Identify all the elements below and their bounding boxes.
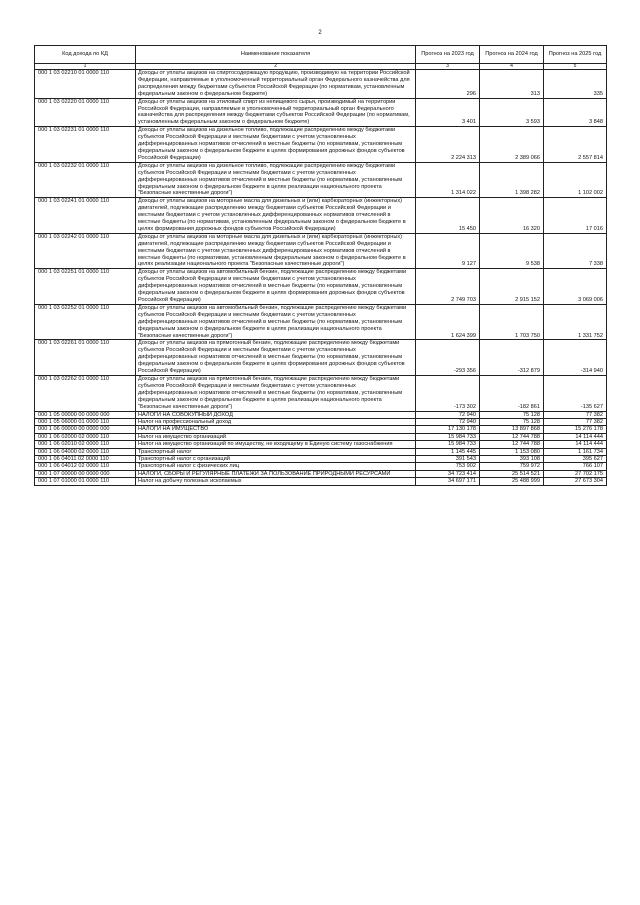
row-value-2023: 15 450 (416, 198, 480, 234)
table-row (35, 426, 607, 433)
row-name: Налог на профессиональный доход (136, 418, 416, 425)
row-value-2025: 3 848 (544, 98, 607, 127)
row-code: 000 1 03 02232 01 0000 110 (35, 162, 136, 198)
row-code: 000 1 05 00000 00 0000 000 (35, 411, 136, 418)
row-value-2024: 393 108 (480, 455, 544, 462)
row-value-2024: 1 703 750 (480, 304, 544, 340)
row-name: Доходы от уплаты акцизов на дизельное топливо, подлежащие распределению между бюджетами субъектов Российской Федерации и местными бюджетами с учетом установленных дифференцированных нормативов отчислений в местные бюджеты (по нормативам, установленным федеральным законом о федеральном бюджете в целях формирования дорожных фондов субъектов Российской Федерации) (136, 127, 416, 163)
table-row (35, 70, 607, 99)
table-row (35, 269, 607, 305)
header-2023: Прогноз на 2023 год (416, 46, 480, 64)
table-row (35, 162, 607, 198)
table-row (35, 470, 607, 477)
row-value-2025: 1 161 734 (544, 448, 607, 455)
row-value-2024: 1 153 080 (480, 448, 544, 455)
row-value-2024: 25 514 521 (480, 470, 544, 477)
row-value-2024: 759 972 (480, 463, 544, 470)
table-row (35, 433, 607, 440)
row-name: Транспортный налог с физических лиц (136, 463, 416, 470)
row-value-2025: -135 627 (544, 375, 607, 411)
row-value-2024: 313 (480, 70, 544, 99)
table-row (35, 233, 607, 269)
row-name: Налог на имущество организаций (136, 433, 416, 440)
row-value-2023: 34 697 171 (416, 478, 480, 485)
row-value-2025: 15 276 178 (544, 426, 607, 433)
page-number: 2 (318, 30, 322, 36)
table-row (35, 448, 607, 455)
row-code: 000 1 03 02261 01 0000 110 (35, 340, 136, 376)
row-name: НАЛОГИ, СБОРЫ И РЕГУЛЯРНЫЕ ПЛАТЕЖИ ЗА ПОЛЬЗОВАНИЕ ПРИРОДНЫМИ РЕСУРСАМИ (136, 470, 416, 477)
row-value-2025: 1 102 002 (544, 162, 607, 198)
table-row (35, 455, 607, 462)
row-value-2024: 25 488 999 (480, 478, 544, 485)
row-code: 000 1 05 06000 01 0000 110 (35, 418, 136, 425)
row-value-2024: 9 538 (480, 233, 544, 269)
row-value-2025: 14 114 444 (544, 433, 607, 440)
row-value-2023: 2 224 313 (416, 127, 480, 163)
row-code: 000 1 07 00000 00 0000 000 (35, 470, 136, 477)
row-value-2023: 1 145 445 (416, 448, 480, 455)
row-value-2024: 75 128 (480, 418, 544, 425)
row-code: 000 1 03 02252 01 0000 110 (35, 304, 136, 340)
row-value-2023: 17 130 178 (416, 426, 480, 433)
table-row (35, 441, 607, 448)
table-row (35, 304, 607, 340)
row-name: Доходы от уплаты акцизов на дизельное топливо, подлежащие распределению между бюджетами субъектов Российской Федерации и местными бюджетами с учетом установленных дифференцированных нормативов отчислений в местные бюджеты (по нормативам, установленным федеральным законом о федеральном бюджете в целях реализации национального проекта "Безопасные качественные дороги") (136, 162, 416, 198)
table-row (35, 340, 607, 376)
row-code: 000 1 03 02251 01 0000 110 (35, 269, 136, 305)
column-index: 3 (416, 64, 480, 70)
row-value-2025: 395 627 (544, 455, 607, 462)
header-2024: Прогноз на 2024 год (480, 46, 544, 64)
table-body (35, 70, 607, 486)
row-value-2023: 391 543 (416, 455, 480, 462)
table-row (35, 198, 607, 234)
row-value-2024: 16 320 (480, 198, 544, 234)
revenue-forecast-table (34, 45, 607, 486)
row-code: 000 1 03 02231 01 0000 110 (35, 127, 136, 163)
row-value-2025: 3 069 006 (544, 269, 607, 305)
row-value-2023: 34 723 414 (416, 470, 480, 477)
row-code: 000 1 03 02220 01 0000 110 (35, 98, 136, 127)
table-row (35, 411, 607, 418)
row-value-2025: -314 940 (544, 340, 607, 376)
table-row (35, 463, 607, 470)
row-value-2023: 72 940 (416, 418, 480, 425)
row-name: Доходы от уплаты акцизов на спиртосодержащую продукцию, производимую на территории Российской Федерации, направляемые в уполномоченный территориальный орган Федерального казначейства для распределения между бюджетами субъектов Российской Федерации (по нормативам, установленным федеральным законом о федеральном бюджете) (136, 70, 416, 99)
column-index: 4 (480, 64, 544, 70)
row-value-2023: -173 302 (416, 375, 480, 411)
header-name: Наименование показателя (136, 46, 416, 64)
row-value-2025: 2 557 814 (544, 127, 607, 163)
row-code: 000 1 06 02000 02 0000 110 (35, 433, 136, 440)
row-value-2024: -182 861 (480, 375, 544, 411)
header-code: Код дохода по КД (35, 46, 136, 64)
row-code: 000 1 03 02241 01 0000 110 (35, 198, 136, 234)
header-2025: Прогноз на 2025 год (544, 46, 607, 64)
row-code: 000 1 06 04000 02 0000 110 (35, 448, 136, 455)
row-value-2025: 766 107 (544, 463, 607, 470)
row-name: Транспортный налог (136, 448, 416, 455)
row-value-2024: 2 389 066 (480, 127, 544, 163)
table-row (35, 478, 607, 485)
column-index: 1 (35, 64, 136, 70)
row-name: Налог на имущество организаций по имуществу, не входящему в Единую систему газоснабжения (136, 441, 416, 448)
row-value-2023: -293 356 (416, 340, 480, 376)
row-value-2025: 14 114 444 (544, 441, 607, 448)
row-value-2025: 17 016 (544, 198, 607, 234)
row-value-2023: 1 624 399 (416, 304, 480, 340)
row-value-2023: 753 902 (416, 463, 480, 470)
row-name: НАЛОГИ НА ИМУЩЕСТВО (136, 426, 416, 433)
row-value-2023: 296 (416, 70, 480, 99)
table-header-row (35, 46, 607, 64)
table-row (35, 127, 607, 163)
row-value-2025: 7 338 (544, 233, 607, 269)
row-name: Доходы от уплаты акцизов на этиловый спирт из непищевого сырья, производимый на территории Российской Федерации, направляемые в уполномоченный территориальный орган Федерального казначейства для распределения между бюджетами субъектов Российской Федерации (по нормативам, установленным федеральным законом о федеральном бюджете) (136, 98, 416, 127)
row-name: Налог на добычу полезных ископаемых (136, 478, 416, 485)
row-value-2025: 27 673 304 (544, 478, 607, 485)
row-value-2023: 9 127 (416, 233, 480, 269)
row-value-2024: 12 744 788 (480, 433, 544, 440)
row-code: 000 1 06 04012 02 0000 110 (35, 463, 136, 470)
column-index: 5 (544, 64, 607, 70)
row-value-2023: 1 314 022 (416, 162, 480, 198)
row-name: Доходы от уплаты акцизов на моторные масла для дизельных и (или) карбюраторных (инжекторных) двигателей, подлежащие распределению между бюджетами субъектов Российской Федерации и местными бюджетами с учетом установленных дифференцированных нормативов отчислений в местные бюджеты (по нормативам, установленным федеральным законом о федеральном бюджете в целях реализации национального проекта "Безопасные качественные дороги") (136, 233, 416, 269)
table-row (35, 98, 607, 127)
row-code: 000 1 06 02010 02 0000 110 (35, 441, 136, 448)
row-value-2025: 335 (544, 70, 607, 99)
row-value-2024: 13 897 868 (480, 426, 544, 433)
row-value-2023: 2 749 703 (416, 269, 480, 305)
row-value-2023: 3 401 (416, 98, 480, 127)
row-value-2023: 72 940 (416, 411, 480, 418)
row-code: 000 1 03 02262 01 0000 110 (35, 375, 136, 411)
row-name: Транспортный налог с организаций (136, 455, 416, 462)
row-value-2024: 2 915 152 (480, 269, 544, 305)
row-value-2024: 1 398 282 (480, 162, 544, 198)
row-name: Доходы от уплаты акцизов на автомобильный бензин, подлежащие распределению между бюджетами субъектов Российской Федерации и местными бюджетами с учетом установленных дифференцированных нормативов отчислений в местные бюджеты (по нормативам, установленным федеральным законом о федеральном бюджете в целях реализации национального проекта "Безопасные качественные дороги") (136, 304, 416, 340)
row-code: 000 1 03 02210 01 0000 110 (35, 70, 136, 99)
row-value-2023: 15 984 733 (416, 441, 480, 448)
row-name: Доходы от уплаты акцизов на прямогонный бензин, подлежащие распределению между бюджетами субъектов Российской Федерации и местными бюджетами с учетом установленных дифференцированных нормативов отчислений в местные бюджеты (по нормативам, установленным федеральным законом о федеральном бюджете в целях реализации национального проекта "Безопасные качественные дороги") (136, 375, 416, 411)
row-code: 000 1 06 04011 02 0000 110 (35, 455, 136, 462)
column-index: 2 (136, 64, 416, 70)
row-value-2023: 15 984 733 (416, 433, 480, 440)
row-value-2025: 1 331 752 (544, 304, 607, 340)
row-value-2024: 3 593 (480, 98, 544, 127)
row-name: Доходы от уплаты акцизов на моторные масла для дизельных и (или) карбюраторных (инжекторных) двигателей, подлежащие распределению между бюджетами субъектов Российской Федерации и местными бюджетами с учетом установленных дифференцированных нормативов отчислений в местные бюджеты (по нормативам, установленным федеральным законом о федеральном бюджете в целях формирования дорожных фондов субъектов Российской Федерации) (136, 198, 416, 234)
table-row (35, 375, 607, 411)
row-value-2024: 12 744 788 (480, 441, 544, 448)
row-value-2024: -312 879 (480, 340, 544, 376)
row-code: 000 1 07 01000 01 0000 110 (35, 478, 136, 485)
row-name: Доходы от уплаты акцизов на прямогонный бензин, подлежащие распределению между бюджетами субъектов Российской Федерации и местными бюджетами с учетом установленных дифференцированных нормативов отчислений в местные бюджеты (по нормативам, установленным федеральным законом о федеральном бюджете в целях формирования дорожных фондов субъектов Российской Федерации) (136, 340, 416, 376)
row-code: 000 1 03 02242 01 0000 110 (35, 233, 136, 269)
row-value-2024: 75 128 (480, 411, 544, 418)
row-name: Доходы от уплаты акцизов на автомобильный бензин, подлежащие распределению между бюджетами субъектов Российской Федерации и местными бюджетами с учетом установленных дифференцированных нормативов отчислений в местные бюджеты (по нормативам, установленным федеральным законом о федеральном бюджете в целях формирования дорожных фондов субъектов Российской Федерации) (136, 269, 416, 305)
table-row (35, 418, 607, 425)
row-name: НАЛОГИ НА СОВОКУПНЫЙ ДОХОД (136, 411, 416, 418)
row-code: 000 1 06 00000 00 0000 000 (35, 426, 136, 433)
row-value-2025: 77 382 (544, 418, 607, 425)
row-value-2025: 77 382 (544, 411, 607, 418)
row-value-2025: 27 702 175 (544, 470, 607, 477)
